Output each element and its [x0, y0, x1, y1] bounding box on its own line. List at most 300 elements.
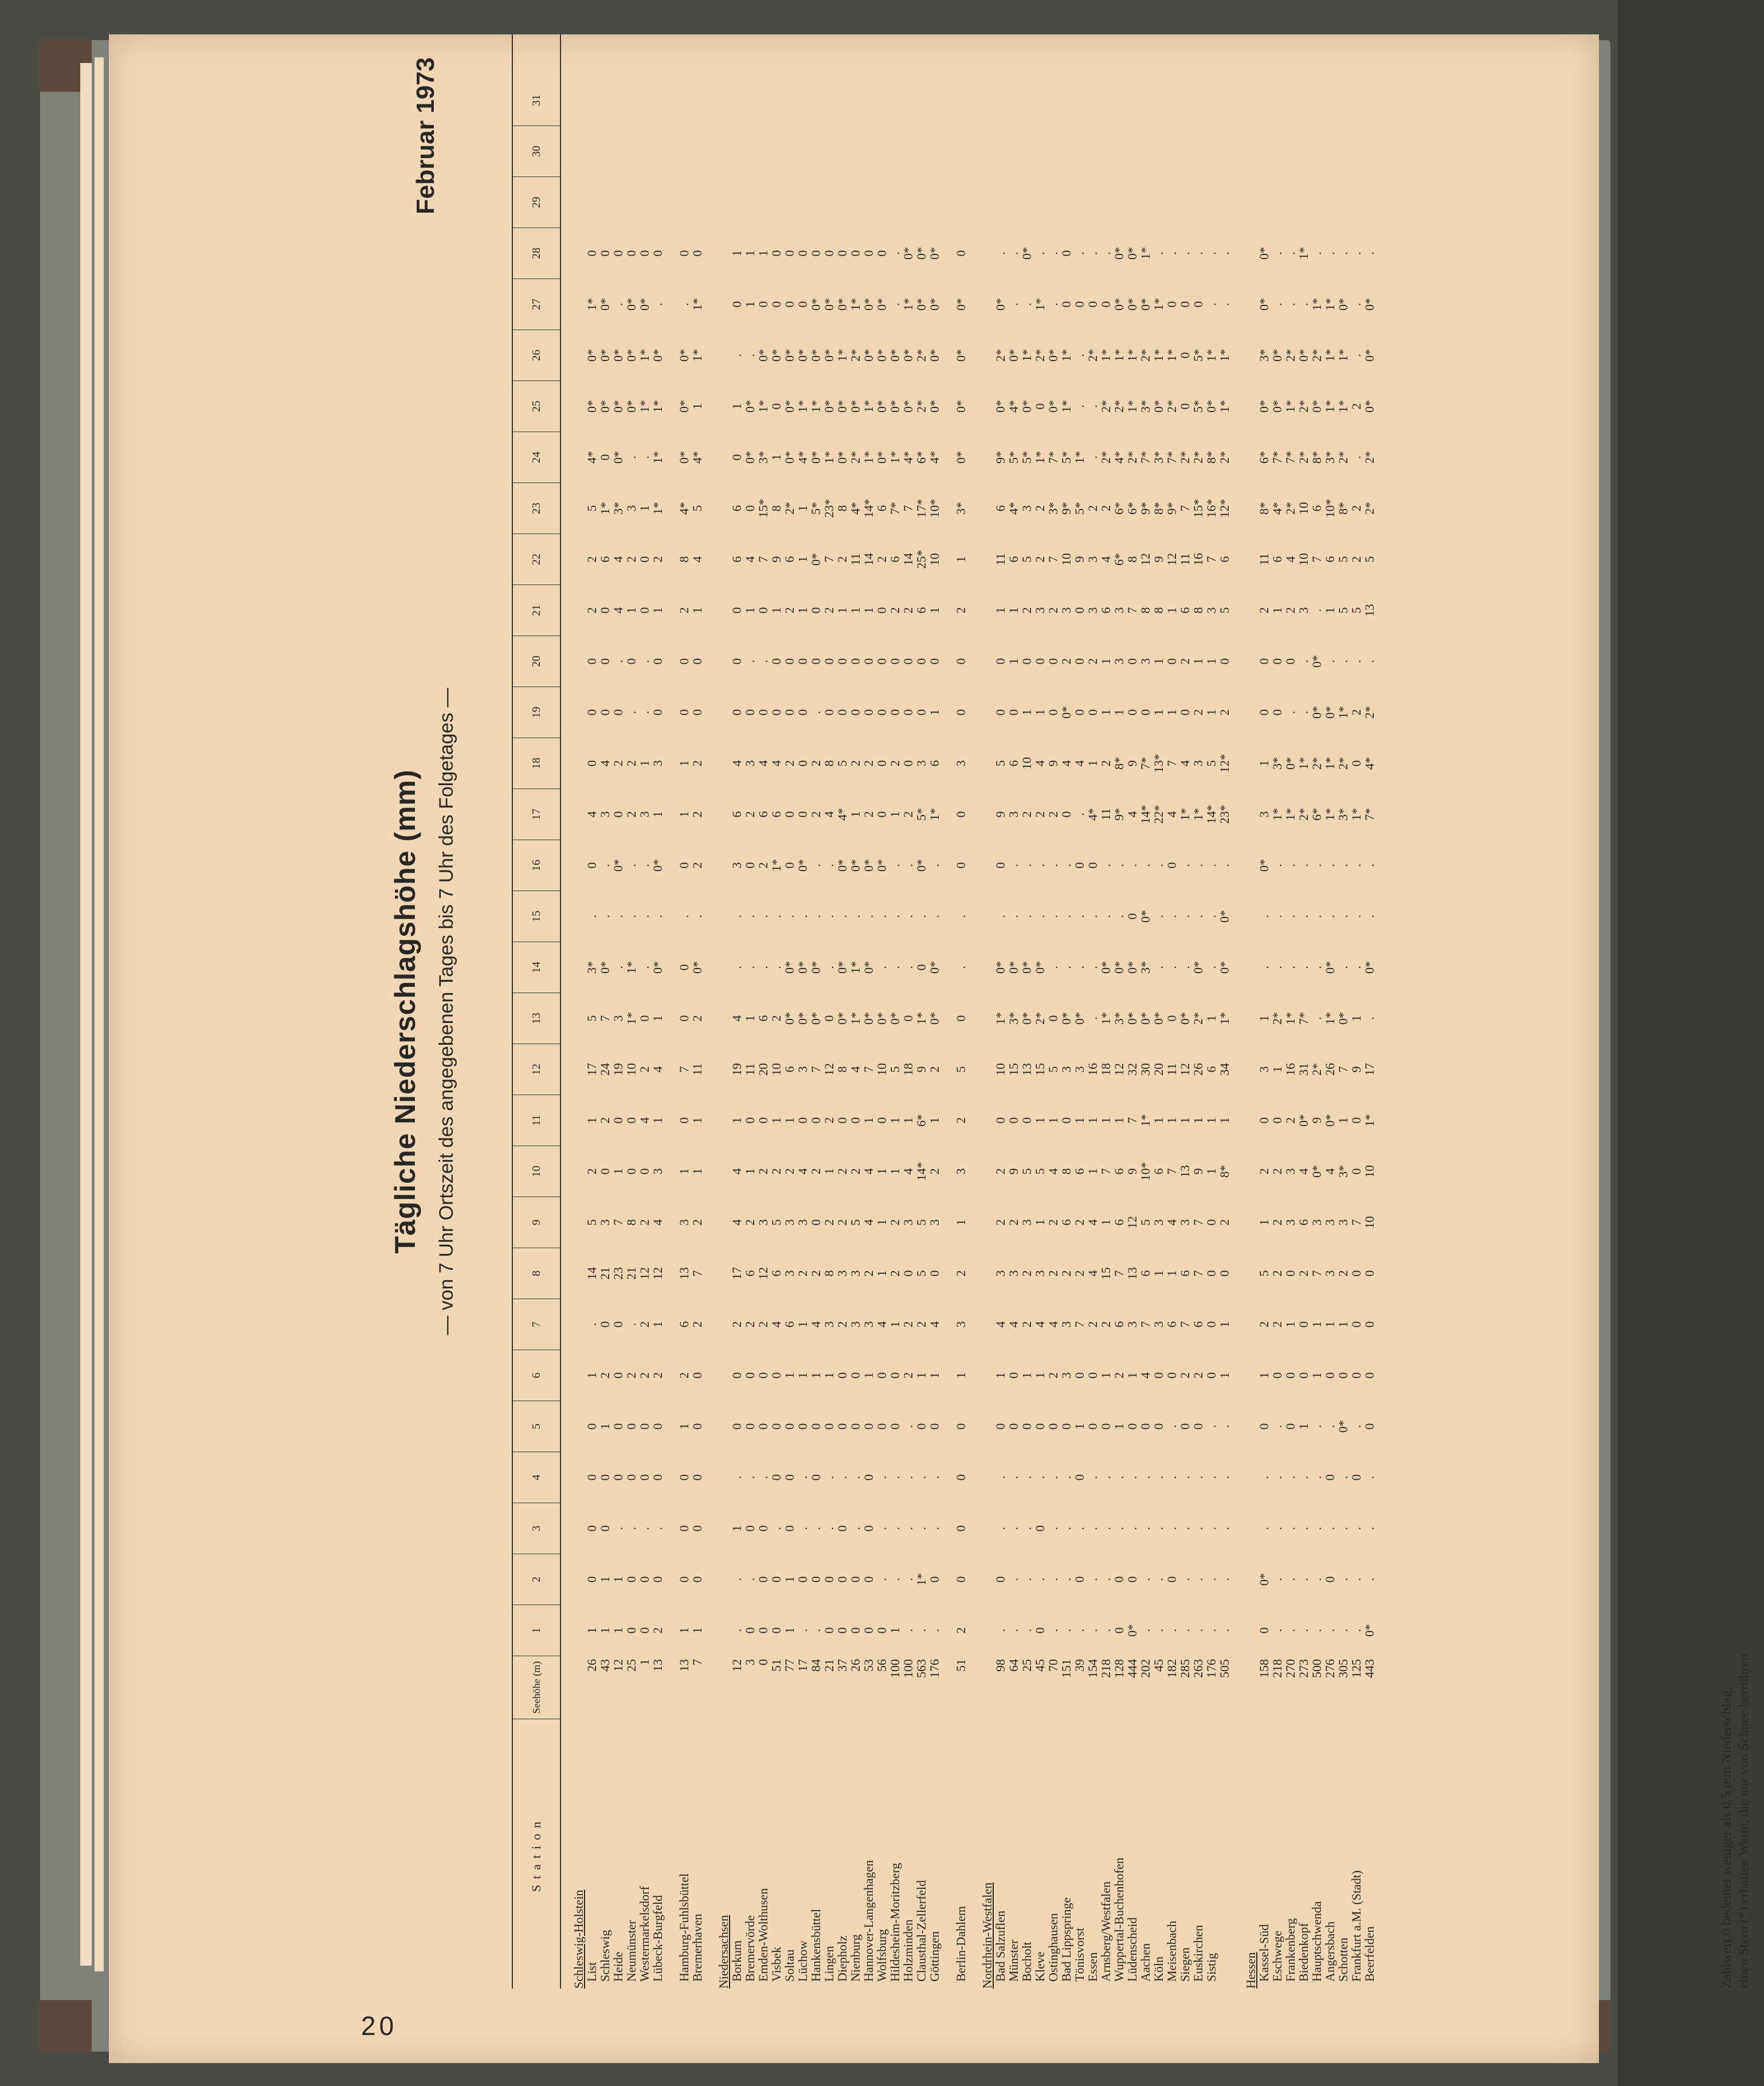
precip-cell: 2 [730, 1321, 744, 1328]
precip-cell: 0 [598, 454, 612, 461]
precip-cell: 1 [1033, 709, 1047, 716]
precip-cell: . [1151, 1578, 1166, 1581]
table-row [1073, 34, 1086, 1989]
precip-cell: 2 [927, 1168, 942, 1175]
precip-cell: 4 [1296, 1168, 1311, 1175]
precip-cell: 0 [875, 811, 889, 818]
precip-cell: 1 [690, 1117, 704, 1124]
precip-cell: 3 [1151, 1321, 1166, 1328]
precip-cell: 1 [1217, 1117, 1232, 1124]
precip-cell: 12* [1217, 754, 1232, 773]
table-row [756, 34, 770, 1989]
document-page [109, 34, 1751, 2063]
precip-cell: 0* [1138, 1012, 1153, 1025]
precip-cell: 6 [769, 811, 783, 818]
precip-cell: . [822, 1476, 836, 1479]
precip-cell: 1 [1165, 607, 1179, 614]
group-name: Schleswig-Holstein [571, 1889, 586, 1989]
table-row [809, 34, 822, 1989]
precip-cell: 0 [690, 1576, 704, 1583]
precip-cell: 2* [1283, 349, 1297, 362]
precip-cell: 1 [1006, 658, 1021, 665]
precip-cell: 5 [835, 760, 849, 767]
precip-cell: 0 [888, 1423, 902, 1430]
precip-cell: 0 [769, 1474, 783, 1481]
precip-cell: . [1349, 1578, 1363, 1581]
station-name: Hildesheim-Moritzberg [888, 1862, 902, 1982]
precip-cell: 0 [611, 1372, 625, 1379]
station-name: Borkum [730, 1940, 744, 1982]
precip-cell: 0 [809, 1576, 823, 1583]
precip-cell: . [730, 966, 744, 969]
precip-cell: 4 [611, 556, 625, 563]
precip-cell: 0* [809, 553, 823, 566]
precip-cell: 1* [1191, 808, 1205, 821]
precip-cell: 4 [1085, 1270, 1100, 1277]
precip-cell: 2 [650, 556, 665, 563]
precip-cell: 3 [1085, 607, 1100, 614]
precip-cell: 3* [1336, 808, 1350, 821]
precip-cell: 1* [1099, 1012, 1113, 1025]
precip-cell: 1 [611, 1168, 625, 1175]
precip-cell: 0 [1296, 1372, 1311, 1379]
precip-cell: . [1362, 252, 1377, 255]
precip-cell: 2 [809, 1270, 823, 1277]
precip-cell: 2* [1112, 400, 1126, 413]
precip-cell: 11 [743, 1063, 757, 1076]
precip-cell: 0* [1257, 298, 1271, 311]
precip-cell: . [1046, 303, 1060, 306]
precip-cell: 0 [769, 1423, 783, 1430]
precip-cell: . [1020, 1527, 1034, 1530]
precip-cell: 0 [743, 709, 757, 716]
precip-cell: . [1204, 915, 1218, 918]
precip-cell: . [1165, 915, 1179, 918]
precip-cell: 0* [888, 1012, 902, 1025]
precip-cell: 1 [1323, 1321, 1337, 1328]
station-name: Wuppertal-Buchenhofen [1112, 1857, 1126, 1982]
precip-cell: 0* [888, 400, 902, 413]
precip-cell: 0 [743, 862, 757, 869]
precip-cell: . [1217, 864, 1232, 867]
precip-cell: 0* [954, 298, 968, 311]
precip-cell: 0 [1046, 1423, 1060, 1430]
table-row [1046, 34, 1060, 1989]
precip-cell: 1 [1270, 1066, 1284, 1073]
precip-cell: . [1310, 1476, 1324, 1479]
precip-cell: . [1362, 1578, 1377, 1581]
precip-cell: . [795, 1629, 810, 1632]
precip-cell: 5* [809, 502, 823, 515]
precip-cell: . [1085, 252, 1100, 255]
precip-cell: 9 [1125, 1168, 1139, 1175]
precip-cell: 6 [1099, 607, 1113, 614]
precip-cell: 2* [1191, 451, 1205, 464]
precip-cell: 0 [835, 709, 849, 716]
precip-cell: 0* [835, 961, 849, 974]
precip-cell: 1 [611, 1627, 625, 1634]
precip-cell: 0* [822, 298, 836, 311]
precip-cell: 0 [1165, 862, 1179, 869]
precip-cell: 7 [901, 505, 915, 512]
precip-cell: 0 [650, 709, 665, 716]
precip-cell: 0* [598, 961, 612, 974]
precip-cell: . [1310, 864, 1324, 867]
precip-cell: 1 [1020, 709, 1034, 716]
precip-cell: 0 [795, 1117, 810, 1124]
precip-cell: 1 [927, 1117, 942, 1124]
precip-cell: 0* [624, 349, 638, 362]
precip-cell: 0 [914, 709, 928, 716]
station-name: Lüchow [795, 1940, 810, 1982]
precip-cell: 6 [1217, 556, 1232, 563]
station-elevation: 3 [743, 1659, 757, 1665]
precip-cell: 0 [782, 1423, 797, 1430]
precip-cell: 2 [927, 1066, 942, 1073]
precip-cell: 0* [611, 349, 625, 362]
precip-cell: . [1125, 864, 1139, 867]
precip-cell: 0 [782, 811, 797, 818]
day-column-header: 13 [513, 993, 560, 1044]
table-row [625, 34, 638, 1989]
precip-cell: 1 [677, 760, 691, 767]
precip-cell: 0 [1178, 709, 1192, 716]
precip-cell: . [1138, 1629, 1153, 1632]
precip-cell: 1* [1033, 451, 1047, 464]
precip-cell: 7 [677, 1066, 691, 1073]
precip-cell: 0 [954, 1525, 968, 1532]
day-column-header: 9 [513, 1197, 560, 1248]
precip-cell: 6 [730, 811, 744, 818]
precip-cell: 4 [598, 760, 612, 767]
precip-cell: . [782, 915, 797, 918]
precip-cell: 3* [1006, 1012, 1021, 1025]
precip-cell: 0* [835, 859, 849, 872]
precip-cell: 14* [1204, 805, 1218, 824]
precip-cell: 7* [1270, 451, 1284, 464]
station-name: Aachen [1138, 1943, 1153, 1982]
precip-cell: 0* [1112, 247, 1126, 260]
precip-cell: 5* [1191, 349, 1205, 362]
precip-cell: 0 [795, 811, 810, 818]
precip-cell: 5* [914, 808, 928, 821]
precip-cell: 0 [756, 709, 770, 716]
precip-cell: 4* [901, 451, 915, 464]
precip-cell: 0 [1323, 1372, 1337, 1379]
precip-cell: . [1046, 1476, 1060, 1479]
day-column-header: 17 [513, 789, 560, 840]
precip-cell: 2 [1099, 505, 1113, 512]
station-name: Heide [611, 1951, 625, 1982]
precip-cell: 2 [690, 1219, 704, 1226]
precip-cell: 2 [1349, 556, 1363, 563]
station-elevation: 1 [637, 1659, 652, 1665]
precip-cell: . [1099, 864, 1113, 867]
precip-cell: 1* [650, 502, 665, 515]
precip-cell: 5* [1072, 502, 1087, 515]
precip-cell: 2* [1191, 1012, 1205, 1025]
precip-cell: 0* [598, 400, 612, 413]
precip-cell: 1 [637, 505, 652, 512]
precip-cell: 0 [1165, 301, 1179, 308]
precip-cell: 0 [756, 1372, 770, 1379]
precip-cell: 0 [1336, 1372, 1350, 1379]
precip-cell: 0* [677, 400, 691, 413]
precip-cell: 0 [1033, 1525, 1047, 1532]
precip-cell: 5 [690, 505, 704, 512]
precip-cell: 4 [650, 1066, 665, 1073]
precip-cell: . [690, 915, 704, 918]
precip-cell: 9* [1165, 502, 1179, 515]
precip-cell: 0 [848, 658, 863, 665]
precip-cell: 20 [1151, 1063, 1166, 1076]
table-row [691, 34, 704, 1989]
precip-cell: 1 [1283, 1321, 1297, 1328]
precip-cell: . [954, 966, 968, 969]
precip-cell: 4 [1033, 1321, 1047, 1328]
precip-cell: 1 [730, 1525, 744, 1532]
precip-cell: 0 [835, 1576, 849, 1583]
station-name: Bremervörde [743, 1915, 757, 1982]
precip-cell: . [1099, 915, 1113, 918]
precip-cell: . [927, 864, 942, 867]
precip-cell: . [1323, 864, 1337, 867]
precip-cell: 7 [1112, 1270, 1126, 1277]
precip-cell: 1* [1323, 349, 1337, 362]
precip-cell: . [1270, 864, 1284, 867]
precip-cell: 3* [1323, 451, 1337, 464]
precip-cell: 0* [1046, 400, 1060, 413]
table-row [770, 34, 783, 1989]
precip-cell: 32 [1125, 1063, 1139, 1076]
precip-cell: . [1072, 1527, 1087, 1530]
precip-cell: 2 [1033, 556, 1047, 563]
station-elevation: 45 [1151, 1659, 1166, 1672]
precip-cell: . [743, 1476, 757, 1479]
precip-cell: 1 [637, 760, 652, 767]
precip-cell: 1 [690, 403, 704, 410]
precip-cell: 0* [1112, 298, 1126, 311]
precip-cell: 1* [598, 502, 612, 515]
precip-cell: 0 [1257, 1423, 1271, 1430]
precip-cell: 3 [954, 760, 968, 767]
station-elevation: 125 [1349, 1659, 1363, 1678]
precip-cell: 1 [1270, 607, 1284, 614]
precip-cell: 0* [901, 400, 915, 413]
precip-cell: 1 [1165, 1117, 1179, 1124]
precip-cell: 0 [954, 1423, 968, 1430]
precip-cell: 2 [624, 811, 638, 818]
precip-cell: 0 [769, 301, 783, 308]
precip-cell: 6 [743, 1270, 757, 1277]
table-row [1284, 34, 1297, 1989]
precip-cell: 8 [769, 505, 783, 512]
precip-cell: 3 [1059, 1321, 1073, 1328]
precip-cell: 0 [690, 1423, 704, 1430]
station-name: Bad Salzuflen [993, 1910, 1008, 1982]
precip-cell: 0 [637, 1015, 652, 1022]
precip-cell: 16 [1191, 553, 1205, 566]
day-column-header: 15 [513, 891, 560, 942]
precip-cell: 2 [769, 1168, 783, 1175]
precip-cell: 0 [637, 1168, 652, 1175]
precip-cell: 0 [637, 250, 652, 257]
precip-cell: 2 [1020, 1321, 1034, 1328]
precip-cell: 0 [809, 1219, 823, 1226]
precip-cell: 3 [1085, 556, 1100, 563]
precip-cell: 0 [1165, 658, 1179, 665]
precip-cell: 0 [1270, 658, 1284, 665]
precip-cell: . [901, 1629, 915, 1632]
precip-cell: 0* [875, 349, 889, 362]
precip-cell: 0* [1283, 757, 1297, 770]
precip-cell: 0 [795, 250, 810, 257]
precip-cell: 0 [1270, 1117, 1284, 1124]
precip-cell: 5 [848, 1219, 863, 1226]
table-row [836, 34, 849, 1989]
precip-cell: . [1033, 915, 1047, 918]
precip-cell: 0 [875, 1423, 889, 1430]
group-name: Hessen [1244, 1952, 1258, 1989]
table-row [1323, 34, 1336, 1989]
precip-cell: . [1336, 660, 1350, 663]
precip-cell: 3* [954, 502, 968, 515]
precip-cell: 0* [1006, 961, 1021, 974]
precip-cell: 1* [1138, 247, 1153, 260]
precip-cell: 0 [598, 250, 612, 257]
precip-cell: 0 [848, 1117, 863, 1124]
station-elevation: 26 [848, 1659, 863, 1672]
precip-cell: 1* [1336, 349, 1350, 362]
precip-cell: 0 [743, 1525, 757, 1532]
precip-cell: 2* [1283, 502, 1297, 515]
precip-cell: . [1336, 915, 1350, 918]
precip-cell: 2 [993, 1219, 1008, 1226]
precip-cell: 1 [1257, 1015, 1271, 1022]
precip-cell: . [1349, 252, 1363, 255]
precip-cell: 3 [1020, 1219, 1034, 1226]
precip-cell: 3 [954, 1321, 968, 1328]
precip-cell: 4 [993, 1321, 1008, 1328]
precip-cell: 0* [927, 349, 942, 362]
station-elevation: 12 [611, 1659, 625, 1672]
precip-cell: 1 [954, 556, 968, 563]
precip-cell: . [848, 1527, 863, 1530]
precip-cell: . [875, 1578, 889, 1581]
precip-cell: 0* [1020, 961, 1034, 974]
precip-cell: 0 [795, 760, 810, 767]
precip-cell: 6* [1112, 502, 1126, 515]
precip-cell: 5 [954, 1066, 968, 1073]
precip-cell: 6 [782, 1321, 797, 1328]
precip-cell: 1 [782, 1372, 797, 1379]
precip-cell: 0 [1178, 301, 1192, 308]
table-row [1139, 34, 1152, 1989]
precip-cell: 0* [624, 298, 638, 311]
precip-cell: 6 [1006, 556, 1021, 563]
precip-cell: . [1099, 1629, 1113, 1632]
precip-cell: 2 [769, 1015, 783, 1022]
precip-cell: . [1006, 1578, 1021, 1581]
station-elevation: 0 [756, 1659, 770, 1665]
precip-cell: . [1191, 1476, 1205, 1479]
station-name: Angersbach [1323, 1921, 1337, 1982]
day-column-header: 10 [513, 1146, 560, 1197]
precip-cell: 0 [677, 1525, 691, 1532]
precip-cell: 1* [1138, 1114, 1153, 1127]
precip-cell: . [1033, 252, 1047, 255]
precip-cell: . [1138, 864, 1153, 867]
precip-cell: 0 [624, 1117, 638, 1124]
precip-cell: 6 [1191, 1321, 1205, 1328]
precip-cell: 1 [743, 1168, 757, 1175]
precip-cell: 0 [875, 709, 889, 716]
precip-cell: 12 [650, 1267, 665, 1280]
precip-cell: 0 [809, 250, 823, 257]
precip-cell: . [1151, 1527, 1166, 1530]
precip-cell: 10 [875, 1063, 889, 1076]
precip-cell: 4 [809, 1321, 823, 1328]
precip-cell: 0 [598, 658, 612, 665]
precip-cell: 0 [769, 658, 783, 665]
precip-cell: 0 [901, 760, 915, 767]
table-row [1363, 34, 1376, 1989]
page-number: 20 [361, 2011, 398, 2041]
precip-cell: 4 [769, 1321, 783, 1328]
precip-cell: 0 [795, 301, 810, 308]
precip-cell: . [650, 915, 665, 918]
precip-cell: 0 [901, 1015, 915, 1022]
precip-cell: 0* [598, 298, 612, 311]
precip-cell: 0 [1046, 1015, 1060, 1022]
precip-cell: 11 [1178, 553, 1192, 566]
precip-cell: 0* [1178, 1012, 1192, 1025]
precip-cell: . [1178, 966, 1192, 969]
precip-cell: . [1349, 1629, 1363, 1632]
precip-cell: 0 [624, 250, 638, 257]
precip-cell: . [1204, 864, 1218, 867]
precip-cell: 0 [848, 1627, 863, 1634]
precip-cell: 1 [1310, 1372, 1324, 1379]
precip-cell: 0 [598, 1474, 612, 1481]
precip-cell: 9 [1046, 760, 1060, 767]
precip-cell: 0* [782, 961, 797, 974]
precip-cell: 1* [822, 451, 836, 464]
precip-cell: 6 [1296, 1219, 1311, 1226]
precip-cell: . [1191, 1527, 1205, 1530]
precip-cell: . [1270, 915, 1284, 918]
precip-cell: 0 [743, 1372, 757, 1379]
precip-cell: 1 [875, 1270, 889, 1277]
precip-cell: 2 [1257, 1168, 1271, 1175]
precip-cell: 2 [1191, 709, 1205, 716]
precip-cell: 0 [901, 1270, 915, 1277]
precip-cell: 2 [650, 1627, 665, 1634]
precip-cell: 0 [690, 709, 704, 716]
precip-cell: 12 [1178, 1063, 1192, 1076]
precip-cell: 2 [888, 760, 902, 767]
precip-cell: 0 [1165, 1015, 1179, 1022]
precip-cell: 6 [888, 556, 902, 563]
precip-cell: 1 [1336, 1117, 1350, 1124]
precip-cell: 7 [1046, 556, 1060, 563]
precip-cell: 0 [861, 1423, 876, 1430]
precip-cell: 0 [677, 1474, 691, 1481]
precip-cell: 3 [1191, 760, 1205, 767]
precip-cell: 14 [585, 1267, 599, 1280]
precip-cell: 1 [1296, 1423, 1311, 1430]
precip-cell: 3 [598, 1219, 612, 1226]
